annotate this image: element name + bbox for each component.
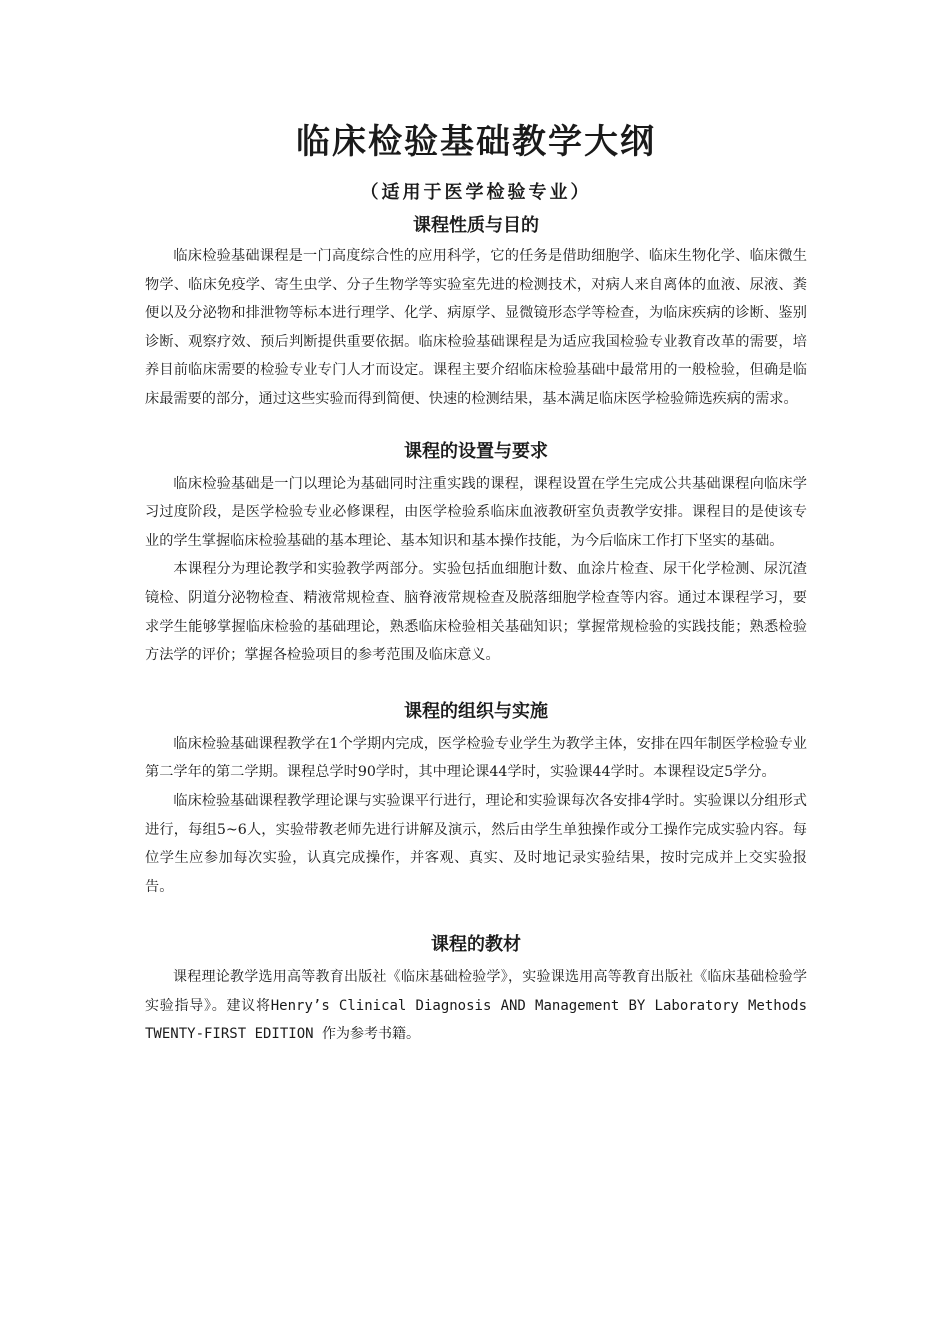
section-heading: 课程的设置与要求: [404, 440, 548, 462]
section-paragraph: 临床检验基础课程是一门高度综合性的应用科学，它的任务是借助细胞学、临床生物化学、临床微生物学、临床免疫学、寄生虫学、分子生物学等实验室先进的检测技术，对病人来自离体的血液、尿液、粪便以及分泌物和排泄物等标本进行理学、化学、病原学、显微镜形态学等检查，为临床疾病的诊断、鉴别诊断、观察疗效、预后判断提供重要依据。临床检验基础课程是为适应我国检验专业教育改革的需要，培养目前临床需要的检验专业专门人才而设定。课程主要介绍临床检验基础中最常用的一般检验，但确是临床最需要的部分，通过这些实验而得到简便、快速的检测结果，基本满足临床医学检验筛选疾病的需求。: [145, 248, 807, 407]
section-paragraph: 临床检验基础课程教学在1个学期内完成，医学检验专业学生为教学主体，安排在四年制医学检验专业第二学年的第二学期。课程总学时90学时，其中理论课44学时，实验课44学时。本课程设定5学分。: [145, 735, 807, 781]
section-course-setup: [145, 438, 807, 670]
section-course-nature: [145, 212, 807, 414]
section-heading: 课程性质与目的: [413, 215, 539, 236]
section-paragraph: 临床检验基础课程教学理论课与实验课平行进行，理论和实验课每次各安排4学时。实验课以分组形式进行，每组5~6人，实验带教老师先进行讲解及演示，然后由学生单独操作或分工操作完成实验内容。每位学生应参加每次实验，认真完成操作，并客观、真实、及时地记录实验结果，按时完成并上交实验报告。: [145, 792, 807, 895]
section-paragraph: 课程理论教学选用高等教育出版社《临床基础检验学》，实验课选用高等教育出版社《临床基础检验学实验指导》。建议将Henry’s Clinical Diagnosis AND Management BY Laboratory Methods TWENTY-FIRST EDITION 作为参考书籍。: [145, 969, 807, 1043]
document-title: 临床检验基础教学大纲: [296, 122, 656, 162]
section-heading: 课程的组织与实施: [404, 700, 548, 722]
section-paragraph: 临床检验基础是一门以理论为基础同时注重实践的课程，课程设置在学生完成公共基础课程向临床学习过度阶段，是医学检验专业必修课程，由医学检验系临床血液教研室负责教学安排。课程目的是使该专业的学生掌握临床检验基础的基本理论、基本知识和基本操作技能，为今后临床工作打下坚实的基础。: [145, 475, 807, 549]
section-heading: 课程的教材: [431, 934, 521, 956]
section-paragraph: 本课程分为理论教学和实验教学两部分。实验包括血细胞计数、血涂片检查、尿干化学检测、尿沉渣镜检、阴道分泌物检查、精液常规检查、脑脊液常规检查及脱落细胞学检查等内容。通过本课程学习，要求学生能够掌握临床检验的基础理论，熟悉临床检验相关基础知识；掌握常规检验的实践技能；熟悉检验方法学的评价；掌握各检验项目的参考范围及临床意义。: [145, 561, 807, 664]
section-course-organization: [145, 698, 807, 902]
document-page: [145, 120, 807, 1049]
section-course-textbooks: [145, 931, 807, 1049]
document-subtitle: （适用于医学检验专业）: [360, 182, 592, 203]
